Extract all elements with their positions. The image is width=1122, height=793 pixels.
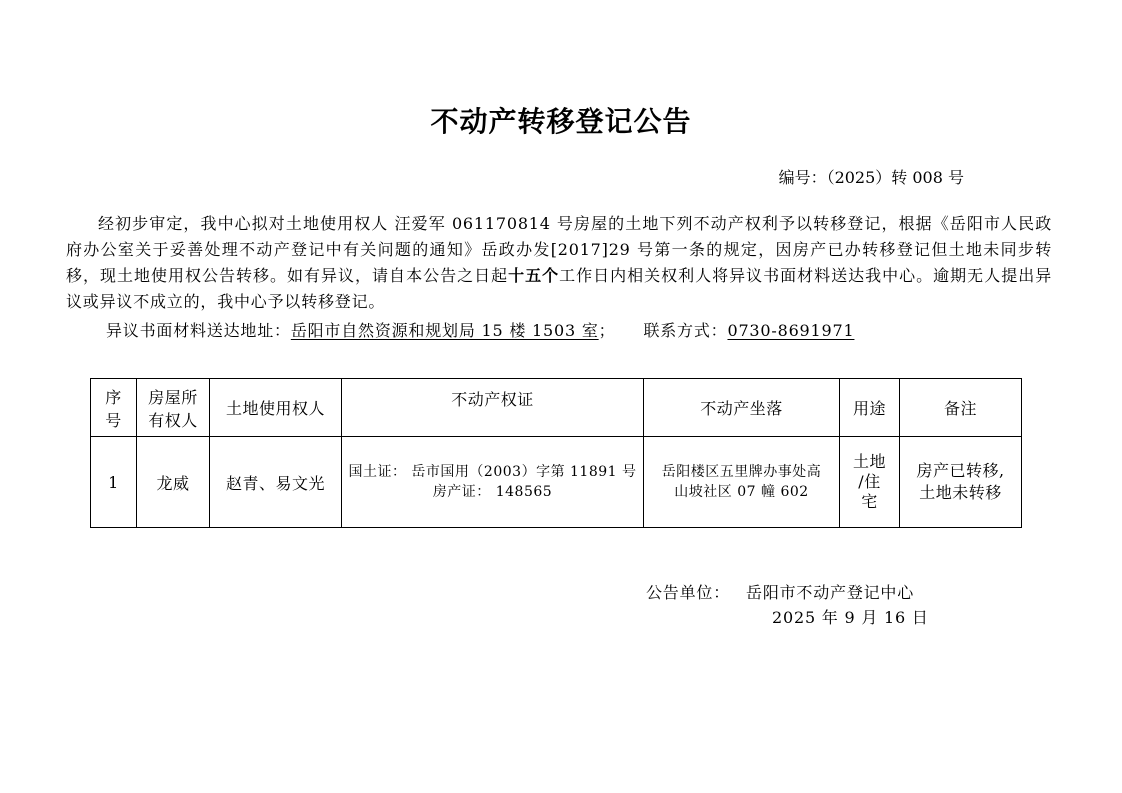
issuing-unit-name: 岳阳市不动产登记中心 bbox=[746, 583, 915, 602]
address-value: 岳阳市自然资源和规划局 15 楼 1503 室 bbox=[290, 321, 599, 340]
header-usage: 用途 bbox=[840, 379, 900, 437]
table-row bbox=[91, 437, 1022, 528]
document-number: 编号：（2025）转 008 号 bbox=[778, 168, 964, 187]
header-remarks: 备注 bbox=[900, 379, 1022, 437]
issuing-unit bbox=[646, 580, 914, 603]
notice-paragraph bbox=[66, 211, 1052, 315]
table-header-row bbox=[91, 379, 1022, 437]
cell-certificate: 国土证： 岳市国用（2003）字第 11891 号 房产证： 148565 bbox=[342, 437, 644, 528]
header-index: 序 号 bbox=[91, 379, 137, 437]
contact-label: 联系方式： bbox=[643, 321, 728, 340]
cell-location: 岳阳楼区五里牌办事处高 山坡社区 07 幢 602 bbox=[644, 437, 840, 528]
contact-phone: 0730-8691971 bbox=[727, 321, 855, 340]
notice-title: 不动产转移登记公告 bbox=[430, 105, 692, 138]
address-label: 异议书面材料送达地址： bbox=[106, 321, 291, 340]
cell-index: 1 bbox=[91, 437, 137, 528]
cell-house-owner: 龙威 bbox=[137, 437, 210, 528]
property-table bbox=[90, 378, 1022, 528]
header-certificate: 不动产权证 bbox=[342, 379, 644, 437]
paragraph-text-part2: 工作日内相关权利人将异议书面材料送达我中心。逾期无人提出异议或异议不成立的，我中心予以转移登记。 bbox=[66, 266, 1052, 311]
cell-usage: 土地 /住 宅 bbox=[840, 437, 900, 528]
paragraph-text-part1: 经初步审定，我中心拟对土地使用权人 汪爱军 061170814 号房屋的土地下列不动产权利予以转移登记，根据《岳阳市人民政府办公室关于妥善处理不动产登记中有关问题的通知》岳政办发[2017]29 号第一条的规定，因房产已办转移登记但土地未同步转移，现土地使用权公告转移。如有异议，请自本公告之日起 bbox=[66, 214, 1052, 285]
header-house-owner: 房屋所 有权人 bbox=[137, 379, 210, 437]
deadline-emphasis: 十五个 bbox=[508, 266, 560, 285]
header-location: 不动产坐落 bbox=[644, 379, 840, 437]
cell-remarks: 房产已转移, 土地未转移 bbox=[900, 437, 1022, 528]
notice-date: 2025 年 9 月 16 日 bbox=[772, 608, 929, 627]
objection-address-line bbox=[106, 318, 854, 341]
issuing-unit-label: 公告单位： bbox=[646, 583, 731, 602]
cell-land-user: 赵青、易文光 bbox=[210, 437, 342, 528]
address-separator: ； bbox=[598, 321, 616, 340]
header-land-user: 土地使用权人 bbox=[210, 379, 342, 437]
